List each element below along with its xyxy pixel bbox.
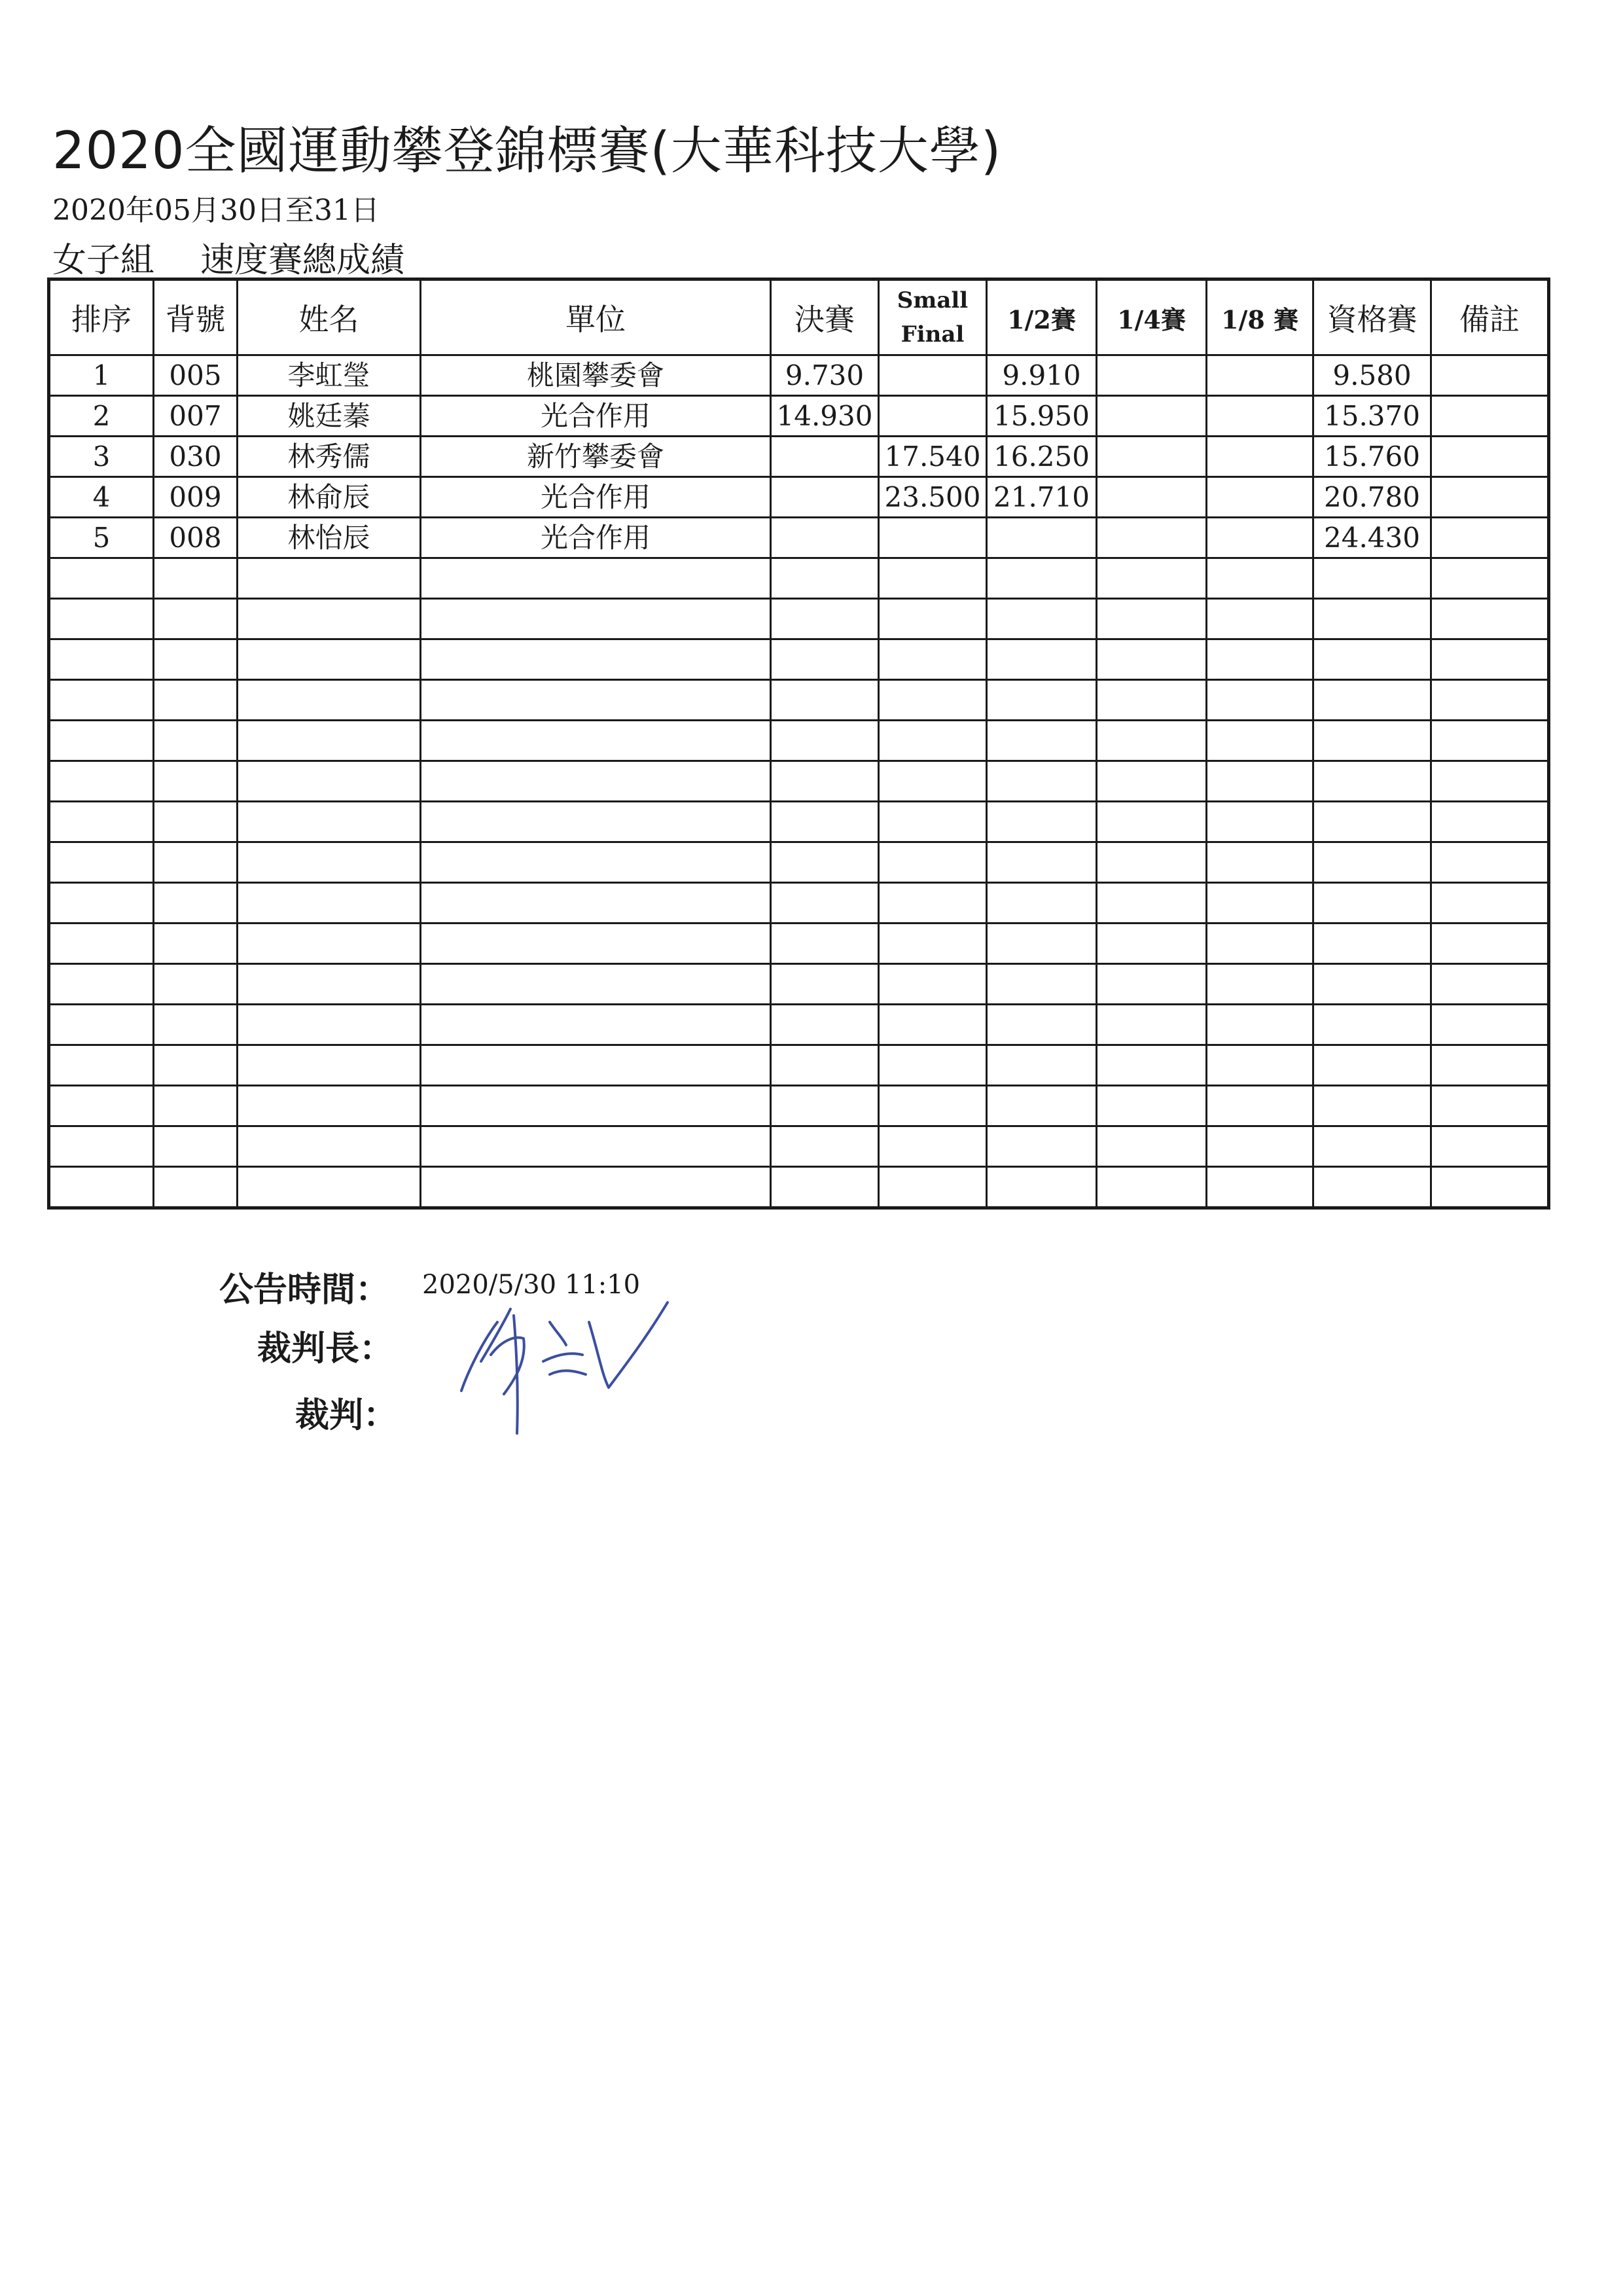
empty-cell: [1313, 639, 1431, 680]
cell-name: 林秀儒: [238, 437, 421, 477]
empty-cell: [1431, 639, 1549, 680]
empty-cell: [1313, 802, 1431, 842]
empty-cell: [1431, 721, 1549, 761]
empty-cell: [1207, 1005, 1313, 1045]
empty-cell: [879, 761, 987, 802]
empty-cell: [987, 1045, 1097, 1086]
empty-cell: [49, 924, 154, 964]
empty-cell: [1097, 1005, 1207, 1045]
empty-cell: [1207, 639, 1313, 680]
empty-cell: [238, 924, 421, 964]
empty-cell: [1313, 924, 1431, 964]
cell-qualification: 20.780: [1313, 477, 1431, 518]
cell-eighth: [1207, 518, 1313, 558]
empty-cell: [421, 721, 771, 761]
cell-remarks: [1431, 355, 1549, 396]
empty-cell: [987, 721, 1097, 761]
empty-cell: [879, 1126, 987, 1167]
empty-cell: [154, 842, 238, 883]
empty-cell: [1097, 761, 1207, 802]
results-body: [49, 355, 1549, 1208]
event-date-range: 2020年05月30日至31日: [52, 194, 380, 227]
table-header-row: [49, 279, 1549, 355]
empty-cell: [421, 680, 771, 721]
empty-cell: [238, 964, 421, 1005]
empty-cell: [1431, 680, 1549, 721]
empty-cell: [1431, 1086, 1549, 1126]
empty-cell: [879, 558, 987, 599]
empty-cell: [1313, 1045, 1431, 1086]
cell-qualification: 9.580: [1313, 355, 1431, 396]
empty-cell: [154, 639, 238, 680]
empty-cell: [154, 1126, 238, 1167]
group-label: 女子組: [52, 241, 155, 280]
col-header-small-final: [879, 279, 987, 355]
empty-cell: [879, 1005, 987, 1045]
table-row: [49, 518, 1549, 558]
empty-cell: [421, 599, 771, 639]
result-subheading: [52, 232, 404, 281]
empty-cell: [421, 924, 771, 964]
empty-cell: [1431, 964, 1549, 1005]
empty-cell: [1097, 1086, 1207, 1126]
empty-cell: [771, 639, 879, 680]
cell-remarks: [1431, 518, 1549, 558]
empty-table-row: [49, 883, 1549, 924]
cell-name: 李虹瑩: [238, 355, 421, 396]
cell-remarks: [1431, 437, 1549, 477]
empty-cell: [1207, 680, 1313, 721]
empty-cell: [49, 599, 154, 639]
results-table: [47, 278, 1550, 1210]
cell-unit: 新竹攀委會: [421, 437, 771, 477]
cell-qualification: 15.370: [1313, 396, 1431, 437]
cell-unit: 光合作用: [421, 518, 771, 558]
empty-cell: [238, 802, 421, 842]
announce-label: 公告時間：: [219, 1270, 390, 1310]
empty-cell: [1207, 1167, 1313, 1208]
empty-cell: [154, 1086, 238, 1126]
cell-bib: 007: [154, 396, 238, 437]
report-name: 速度賽總成績: [200, 241, 405, 280]
small-final-line-2: Final: [901, 321, 965, 348]
empty-cell: [49, 802, 154, 842]
empty-cell: [1313, 721, 1431, 761]
col-header-name: 姓名: [238, 279, 421, 355]
empty-cell: [1313, 964, 1431, 1005]
empty-cell: [879, 721, 987, 761]
empty-cell: [987, 883, 1097, 924]
empty-table-row: [49, 599, 1549, 639]
col-header-rank: 排序: [49, 279, 154, 355]
empty-cell: [879, 924, 987, 964]
empty-cell: [987, 924, 1097, 964]
empty-cell: [1097, 721, 1207, 761]
empty-table-row: [49, 761, 1549, 802]
cell-name: 姚廷蓁: [238, 396, 421, 437]
cell-rank: 3: [49, 437, 154, 477]
empty-cell: [1313, 680, 1431, 721]
empty-cell: [421, 1126, 771, 1167]
table-row: [49, 477, 1549, 518]
col-header-final: 決賽: [771, 279, 879, 355]
empty-cell: [1207, 883, 1313, 924]
empty-cell: [421, 558, 771, 599]
empty-cell: [154, 802, 238, 842]
empty-table-row: [49, 964, 1549, 1005]
empty-cell: [154, 964, 238, 1005]
cell-qualification: 15.760: [1313, 437, 1431, 477]
empty-cell: [987, 802, 1097, 842]
empty-cell: [987, 761, 1097, 802]
cell-remarks: [1431, 396, 1549, 437]
empty-cell: [238, 1005, 421, 1045]
empty-cell: [879, 1167, 987, 1208]
empty-cell: [49, 721, 154, 761]
empty-table-row: [49, 721, 1549, 761]
empty-cell: [771, 558, 879, 599]
empty-cell: [238, 1086, 421, 1126]
empty-table-row: [49, 1126, 1549, 1167]
empty-table-row: [49, 558, 1549, 599]
cell-quarter: [1097, 396, 1207, 437]
cell-final: [771, 437, 879, 477]
empty-cell: [1207, 1045, 1313, 1086]
empty-cell: [154, 721, 238, 761]
empty-cell: [1097, 802, 1207, 842]
cell-bib: 030: [154, 437, 238, 477]
empty-cell: [421, 1167, 771, 1208]
table-row: [49, 437, 1549, 477]
empty-table-row: [49, 680, 1549, 721]
empty-cell: [1097, 680, 1207, 721]
empty-cell: [1207, 924, 1313, 964]
empty-cell: [1207, 761, 1313, 802]
empty-cell: [1097, 558, 1207, 599]
empty-cell: [421, 1045, 771, 1086]
col-header-qualification: 資格賽: [1313, 279, 1431, 355]
col-header-quarter: 1/4賽: [1097, 279, 1207, 355]
empty-cell: [771, 1167, 879, 1208]
empty-cell: [238, 680, 421, 721]
empty-cell: [238, 558, 421, 599]
empty-cell: [154, 599, 238, 639]
empty-cell: [987, 558, 1097, 599]
cell-semi: 16.250: [987, 437, 1097, 477]
empty-cell: [879, 639, 987, 680]
empty-cell: [879, 964, 987, 1005]
empty-cell: [238, 639, 421, 680]
empty-cell: [987, 1005, 1097, 1045]
empty-cell: [1313, 1005, 1431, 1045]
empty-cell: [1431, 924, 1549, 964]
col-header-bib: 背號: [154, 279, 238, 355]
empty-cell: [49, 1086, 154, 1126]
empty-cell: [1313, 842, 1431, 883]
empty-cell: [238, 599, 421, 639]
empty-cell: [1313, 883, 1431, 924]
empty-table-row: [49, 1045, 1549, 1086]
empty-cell: [879, 599, 987, 639]
cell-rank: 4: [49, 477, 154, 518]
empty-cell: [49, 558, 154, 599]
empty-cell: [238, 883, 421, 924]
empty-cell: [154, 1045, 238, 1086]
empty-cell: [1431, 1126, 1549, 1167]
table-row: [49, 355, 1549, 396]
cell-name: 林怡辰: [238, 518, 421, 558]
cell-quarter: [1097, 355, 1207, 396]
table-row: [49, 396, 1549, 437]
col-header-remarks: 備註: [1431, 279, 1549, 355]
cell-small-final: 17.540: [879, 437, 987, 477]
empty-cell: [1097, 883, 1207, 924]
empty-cell: [421, 639, 771, 680]
empty-cell: [987, 680, 1097, 721]
signature-strokes: [461, 1302, 668, 1433]
empty-cell: [1431, 558, 1549, 599]
empty-cell: [1431, 1005, 1549, 1045]
empty-cell: [49, 639, 154, 680]
empty-cell: [421, 1005, 771, 1045]
empty-cell: [879, 680, 987, 721]
empty-cell: [1207, 964, 1313, 1005]
empty-cell: [1313, 1167, 1431, 1208]
cell-eighth: [1207, 437, 1313, 477]
empty-cell: [1097, 599, 1207, 639]
empty-cell: [1431, 599, 1549, 639]
empty-cell: [1431, 883, 1549, 924]
empty-cell: [49, 964, 154, 1005]
cell-small-final: [879, 518, 987, 558]
empty-cell: [771, 1086, 879, 1126]
chief-judge-label: 裁判長：: [257, 1329, 394, 1369]
empty-cell: [1431, 1045, 1549, 1086]
cell-rank: 1: [49, 355, 154, 396]
empty-cell: [49, 680, 154, 721]
empty-cell: [49, 1167, 154, 1208]
empty-cell: [1097, 1045, 1207, 1086]
cell-quarter: [1097, 437, 1207, 477]
cell-eighth: [1207, 477, 1313, 518]
empty-cell: [1207, 721, 1313, 761]
empty-cell: [421, 842, 771, 883]
cell-rank: 2: [49, 396, 154, 437]
empty-cell: [1097, 1126, 1207, 1167]
empty-cell: [49, 1005, 154, 1045]
empty-cell: [1097, 1167, 1207, 1208]
cell-final: 9.730: [771, 355, 879, 396]
cell-unit: 桃園攀委會: [421, 355, 771, 396]
empty-cell: [238, 1126, 421, 1167]
cell-quarter: [1097, 477, 1207, 518]
cell-final: [771, 477, 879, 518]
empty-cell: [771, 964, 879, 1005]
empty-cell: [879, 842, 987, 883]
empty-cell: [1097, 964, 1207, 1005]
empty-cell: [987, 1167, 1097, 1208]
cell-small-final: 23.500: [879, 477, 987, 518]
empty-cell: [421, 1086, 771, 1126]
empty-cell: [1313, 558, 1431, 599]
announce-time: 2020/5/30 11:10: [422, 1270, 641, 1300]
cell-bib: 008: [154, 518, 238, 558]
empty-table-row: [49, 639, 1549, 680]
empty-cell: [771, 599, 879, 639]
judge-label: 裁判：: [295, 1396, 398, 1435]
empty-cell: [1431, 1167, 1549, 1208]
cell-semi: 15.950: [987, 396, 1097, 437]
empty-table-row: [49, 842, 1549, 883]
empty-cell: [1313, 1086, 1431, 1126]
empty-cell: [987, 1126, 1097, 1167]
chief-judge-signature: [452, 1283, 687, 1440]
empty-cell: [49, 883, 154, 924]
cell-eighth: [1207, 355, 1313, 396]
cell-small-final: [879, 355, 987, 396]
empty-cell: [771, 883, 879, 924]
empty-cell: [1207, 802, 1313, 842]
empty-cell: [1207, 558, 1313, 599]
col-header-unit: 單位: [421, 279, 771, 355]
cell-semi: 9.910: [987, 355, 1097, 396]
empty-cell: [879, 883, 987, 924]
empty-cell: [771, 761, 879, 802]
empty-cell: [154, 558, 238, 599]
empty-cell: [1313, 599, 1431, 639]
empty-cell: [154, 924, 238, 964]
empty-cell: [238, 761, 421, 802]
empty-table-row: [49, 1005, 1549, 1045]
empty-cell: [771, 802, 879, 842]
cell-semi: 21.710: [987, 477, 1097, 518]
empty-cell: [49, 842, 154, 883]
empty-cell: [154, 1005, 238, 1045]
cell-semi: [987, 518, 1097, 558]
empty-cell: [49, 1045, 154, 1086]
empty-cell: [771, 842, 879, 883]
cell-bib: 005: [154, 355, 238, 396]
empty-cell: [987, 1086, 1097, 1126]
empty-cell: [987, 639, 1097, 680]
empty-cell: [49, 1126, 154, 1167]
cell-quarter: [1097, 518, 1207, 558]
cell-eighth: [1207, 396, 1313, 437]
empty-cell: [771, 924, 879, 964]
empty-cell: [154, 680, 238, 721]
empty-cell: [1313, 1126, 1431, 1167]
empty-cell: [1207, 1126, 1313, 1167]
empty-cell: [987, 599, 1097, 639]
empty-cell: [1207, 1086, 1313, 1126]
col-header-semi: 1/2賽: [987, 279, 1097, 355]
empty-cell: [879, 1086, 987, 1126]
empty-cell: [238, 721, 421, 761]
empty-cell: [771, 1045, 879, 1086]
empty-cell: [421, 964, 771, 1005]
cell-final: [771, 518, 879, 558]
cell-rank: 5: [49, 518, 154, 558]
cell-unit: 光合作用: [421, 477, 771, 518]
empty-cell: [1431, 761, 1549, 802]
empty-cell: [1431, 802, 1549, 842]
empty-cell: [49, 761, 154, 802]
empty-cell: [154, 761, 238, 802]
cell-name: 林俞辰: [238, 477, 421, 518]
col-header-eighth: 1/8 賽: [1207, 279, 1313, 355]
empty-cell: [1207, 599, 1313, 639]
empty-cell: [771, 721, 879, 761]
document-title: 2020全國運動攀登錦標賽(大華科技大學): [52, 122, 1002, 181]
empty-cell: [1097, 924, 1207, 964]
cell-final: 14.930: [771, 396, 879, 437]
small-final-line-1: Small: [897, 287, 969, 314]
empty-cell: [238, 1045, 421, 1086]
empty-cell: [1313, 761, 1431, 802]
cell-bib: 009: [154, 477, 238, 518]
empty-table-row: [49, 1167, 1549, 1208]
empty-cell: [771, 1005, 879, 1045]
empty-cell: [1431, 842, 1549, 883]
empty-cell: [238, 842, 421, 883]
empty-cell: [421, 802, 771, 842]
cell-qualification: 24.430: [1313, 518, 1431, 558]
empty-cell: [879, 1045, 987, 1086]
empty-table-row: [49, 802, 1549, 842]
empty-table-row: [49, 1086, 1549, 1126]
empty-table-row: [49, 924, 1549, 964]
cell-unit: 光合作用: [421, 396, 771, 437]
empty-cell: [238, 1167, 421, 1208]
empty-cell: [987, 964, 1097, 1005]
empty-cell: [421, 883, 771, 924]
empty-cell: [1207, 842, 1313, 883]
empty-cell: [154, 883, 238, 924]
cell-small-final: [879, 396, 987, 437]
empty-cell: [1097, 639, 1207, 680]
empty-cell: [154, 1167, 238, 1208]
empty-cell: [1097, 842, 1207, 883]
empty-cell: [987, 842, 1097, 883]
empty-cell: [879, 802, 987, 842]
empty-cell: [771, 680, 879, 721]
empty-cell: [421, 761, 771, 802]
empty-cell: [771, 1126, 879, 1167]
cell-remarks: [1431, 477, 1549, 518]
